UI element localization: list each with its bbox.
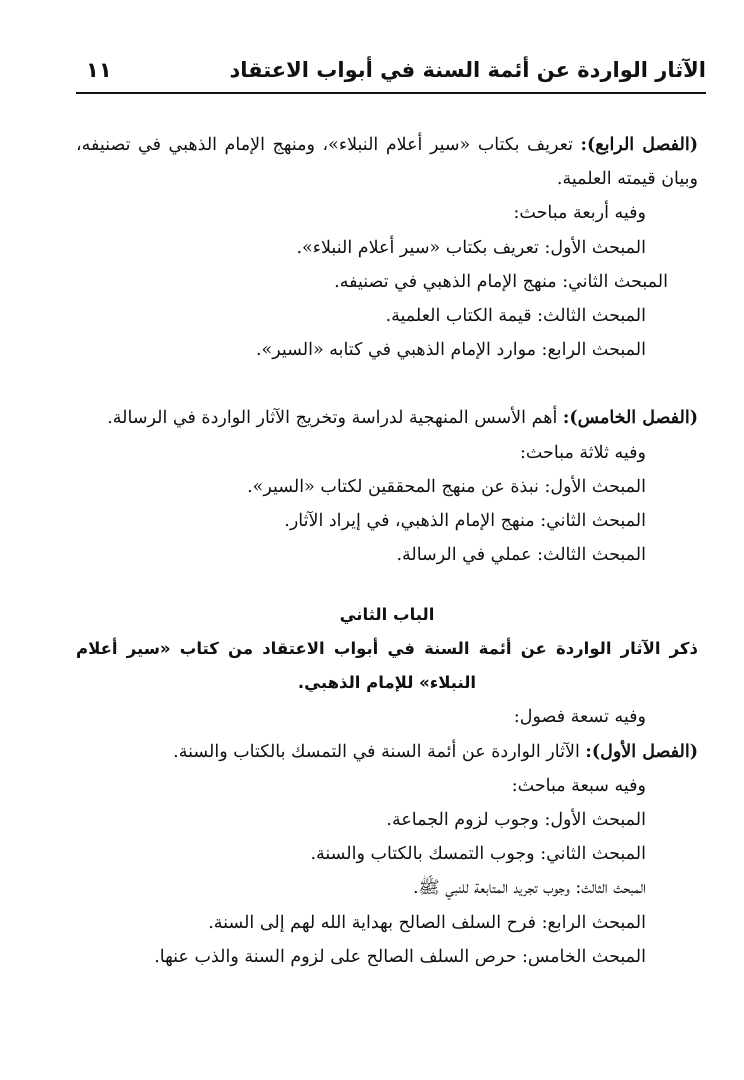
running-header xyxy=(76,58,706,94)
part-2-chapter-1-section-2: المبحث الثاني: وجوب التمسك بالكتاب والسنة. xyxy=(310,844,646,865)
part-2-chapter-1-section-4: المبحث الرابع: فرح السلف الصالح بهداية الله لهم إلى السنة. xyxy=(208,912,646,933)
part-2-chapter-1-label: (الفصل الأول): xyxy=(585,741,698,762)
chapter-5-section-1: المبحث الأول: نبذة عن منهج المحققين لكتاب «السير». xyxy=(247,476,646,497)
chapter-4-section-3: المبحث الثالث: قيمة الكتاب العلمية. xyxy=(385,306,646,327)
chapter-5-section-3: المبحث الثالث: عملي في الرسالة. xyxy=(396,545,646,566)
part-2-chapter-1-section-1: المبحث الأول: وجوب لزوم الجماعة. xyxy=(386,810,646,831)
page-number: ١١ xyxy=(86,58,112,82)
spacer xyxy=(76,367,698,401)
chapter-5-label: (الفصل الخامس): xyxy=(562,408,698,429)
chapter-5-heading xyxy=(76,401,698,435)
part-2-description: ذكر الآثار الواردة عن أئمة السنة في أبواب الاعتقاد من كتاب «سير أعلام النبلاء» للإمام الذهبي. xyxy=(76,639,698,693)
document-body xyxy=(76,128,698,974)
chapter-5-intro: وفيه ثلاثة مباحث: xyxy=(519,442,646,463)
spacer xyxy=(76,572,698,598)
chapter-4-intro: وفيه أربعة مباحث: xyxy=(513,203,646,224)
chapter-4-section-4: المبحث الرابع: موارد الإمام الذهبي في كتابه «السير». xyxy=(255,340,646,361)
part-2-chapter-1-text: الآثار الواردة عن أئمة السنة في التمسك بالكتاب والسنة. xyxy=(173,741,580,762)
chapter-4-heading xyxy=(76,128,698,196)
chapter-4-label: (الفصل الرابع): xyxy=(580,135,698,155)
part-2-chapter-1-intro: وفيه سبعة مباحث: xyxy=(511,775,646,796)
part-2-intro: وفيه تسعة فصول: xyxy=(513,707,646,728)
chapter-5-section-2: المبحث الثاني: منهج الإمام الذهبي، في إيراد الآثار. xyxy=(284,511,646,532)
chapter-4-section-2: المبحث الثاني: منهج الإمام الذهبي في تصنيفه. xyxy=(334,271,668,292)
chapter-4-text: تعريف بكتاب «سير أعلام النبلاء»، ومنهج الإمام الذهبي في تصنيفه، وبيان قيمته العلمية. xyxy=(76,135,698,190)
part-2-title: الباب الثاني xyxy=(339,605,435,625)
part-2-chapter-1-section-5: المبحث الخامس: حرص السلف الصالح على لزوم السنة والذب عنها. xyxy=(154,946,646,967)
chapter-4-section-1: المبحث الأول: تعريف بكتاب «سير أعلام النبلاء». xyxy=(296,237,646,258)
part-2-chapter-1-heading xyxy=(76,735,698,769)
header-title: الآثار الواردة عن أئمة السنة في أبواب الاعتقاد xyxy=(229,58,706,82)
chapter-5-text: أهم الأسس المنهجية لدراسة وتخريج الآثار الواردة في الرسالة. xyxy=(107,408,558,429)
part-2-chapter-1-section-3: المبحث الثالث: وجوب تجريد المتابعة للنبي ﷺ. xyxy=(412,878,646,899)
